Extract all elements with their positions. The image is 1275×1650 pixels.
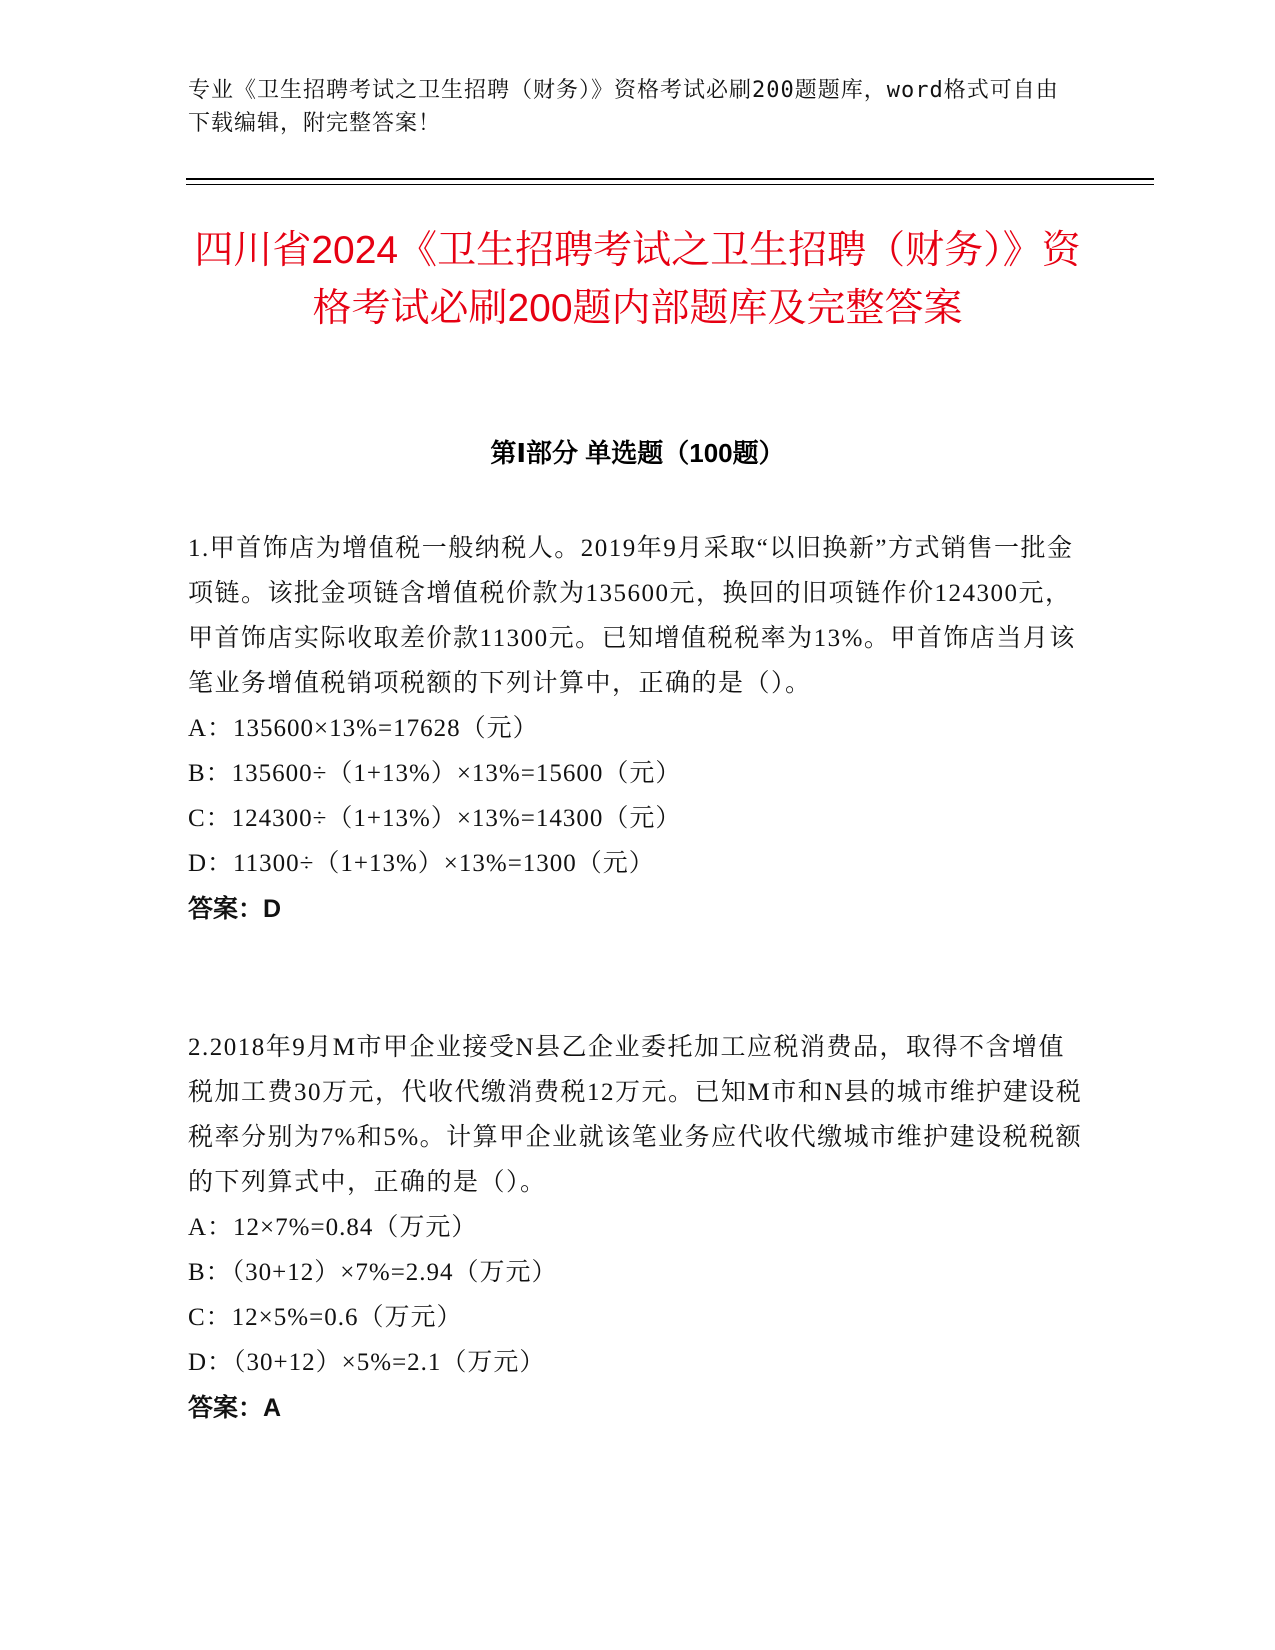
option-c: C：12×5%=0.6（万元） [188, 1304, 463, 1331]
question-1 [188, 526, 1088, 932]
option-a: A：12×7%=0.84（万元） [188, 1214, 478, 1241]
answer-label: 答案：D [188, 895, 282, 923]
question-2 [188, 1025, 1088, 1431]
question-stem: 1.甲首饰店为增值税一般纳税人。2019年9月采取“以旧换新”方式销售一批金项链。该批金项链含增值税价款为135600元，换回的旧项链作价124300元，甲首饰店实际收取差价款11300元。已知增值税税率为13%。甲首饰店当月该笔业务增值税销项税额的下列计算中，正确的是（）。 [188, 535, 1076, 697]
option-b: B：（30+12）×7%=2.94（万元） [188, 1259, 558, 1286]
header-divider-thin [186, 184, 1154, 185]
option-b: B：135600÷（1+13%）×13%=15600（元） [188, 760, 682, 787]
option-c: C：124300÷（1+13%）×13%=14300（元） [188, 805, 682, 832]
option-a: A：135600×13%=17628（元） [188, 715, 539, 742]
header-divider-thick [186, 178, 1154, 180]
option-d: D：（30+12）×5%=2.1（万元） [188, 1349, 546, 1376]
header-note: 专业《卫生招聘考试之卫生招聘（财务）》资格考试必刷200题题库，word格式可自由下载编辑，附完整答案！ [188, 78, 1059, 136]
question-stem: 2.2018年9月M市甲企业接受N县乙企业委托加工应税消费品，取得不含增值税加工费30万元，代收代缴消费税12万元。已知M市和N县的城市维护建设税税率分别为7%和5%。计算甲企业就该笔业务应代收代缴城市维护建设税税额的下列算式中，正确的是（）。 [188, 1034, 1083, 1196]
answer-label: 答案：A [188, 1394, 282, 1422]
section-heading: 第Ⅰ部分 单选题（100题） [490, 438, 785, 468]
option-d: D：11300÷（1+13%）×13%=1300（元） [188, 850, 655, 877]
document-title: 四川省2024《卫生招聘考试之卫生招聘（财务）》资格考试必刷200题内部题库及完整答案 [194, 229, 1081, 330]
